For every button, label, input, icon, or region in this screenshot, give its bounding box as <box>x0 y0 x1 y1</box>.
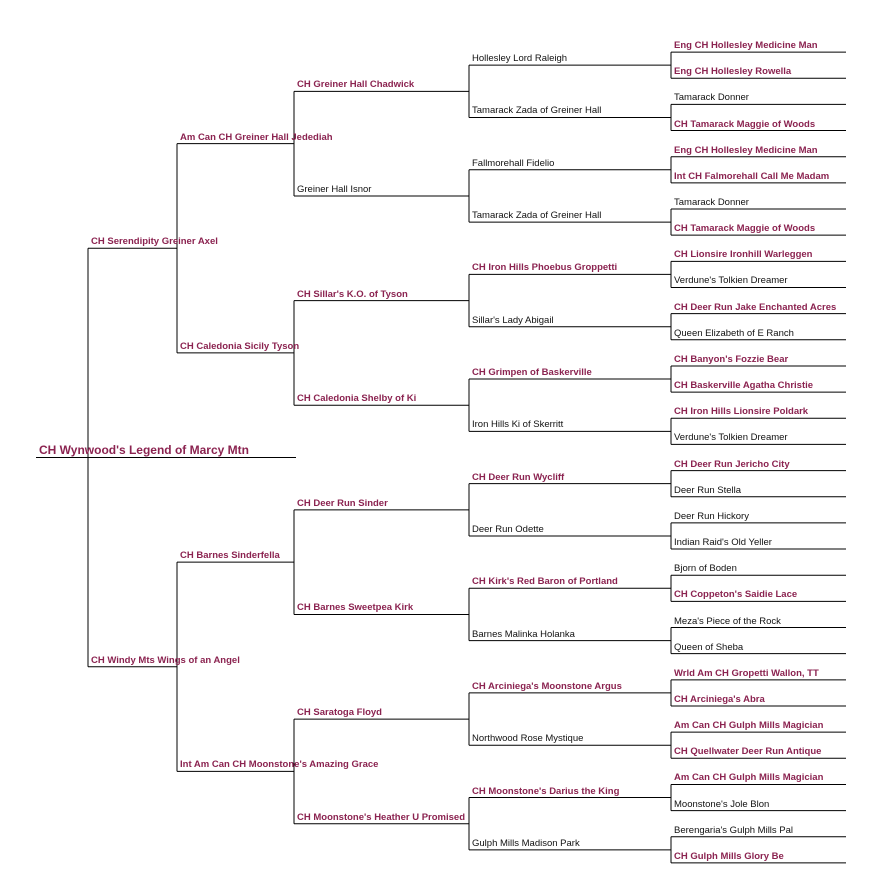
ancestor-name-gen4: CH Moonstone's Darius the King <box>472 785 620 797</box>
ancestor-name-gen3: CH Sillar's K.O. of Tyson <box>297 288 408 300</box>
ancestor-name-gen5: CH Quellwater Deer Run Antique <box>674 746 822 758</box>
ancestor-name-gen3: Greiner Hall Isnor <box>297 183 372 195</box>
ancestor-name-gen5: Queen of Sheba <box>674 641 744 653</box>
ancestor-name-gen4: Tamarack Zada of Greiner Hall <box>472 105 602 117</box>
ancestor-name-gen5: CH Gulph Mills Glory Be <box>674 850 784 862</box>
ancestor-name-gen5: CH Deer Run Jake Enchanted Acres <box>674 301 837 313</box>
ancestor-name-gen2: CH Barnes Sinderfella <box>180 550 280 562</box>
ancestor-name-gen5: CH Iron Hills Lionsire Poldark <box>674 406 809 418</box>
ancestor-name-gen3: CH Moonstone's Heather U Promised <box>297 811 466 823</box>
ancestor-name-gen4: CH Grimpen of Baskerville <box>472 367 592 379</box>
ancestor-name-gen4: CH Arciniega's Moonstone Argus <box>472 680 622 692</box>
ancestor-name-gen4: Tamarack Zada of Greiner Hall <box>472 210 602 222</box>
ancestor-name-gen5: CH Baskerville Agatha Christie <box>674 380 814 392</box>
ancestor-name-gen4: Iron Hills Ki of Skerritt <box>472 419 564 431</box>
ancestor-name-gen4: CH Deer Run Wycliff <box>472 471 565 483</box>
ancestor-name-gen3: CH Deer Run Sinder <box>297 497 388 509</box>
ancestor-name-gen1: CH Windy Mts Wings of an Angel <box>91 654 240 666</box>
ancestor-name-gen5: Eng CH Hollesley Rowella <box>674 66 792 78</box>
ancestor-name-gen2: Am Can CH Greiner Hall Jedediah <box>180 131 333 143</box>
ancestor-name-gen5: Eng CH Hollesley Medicine Man <box>674 144 818 156</box>
ancestor-name-gen5: Eng CH Hollesley Medicine Man <box>674 40 818 52</box>
ancestor-name-gen5: CH Tamarack Maggie of Woods <box>674 118 816 130</box>
ancestor-name-gen5: CH Arciniega's Abra <box>674 693 765 705</box>
ancestor-name-gen5: Deer Run Stella <box>674 484 742 496</box>
ancestor-name-gen5: Tamarack Donner <box>674 92 749 104</box>
ancestor-name-gen4: Hollesley Lord Raleigh <box>472 53 568 65</box>
ancestor-name-gen5: Am Can CH Gulph Mills Magician <box>674 720 824 732</box>
ancestor-name-gen4: Sillar's Lady Abigail <box>472 314 554 326</box>
ancestor-name-gen3: CH Saratoga Floyd <box>297 707 382 719</box>
ancestor-name-gen5: CH Tamarack Maggie of Woods <box>674 223 816 235</box>
ancestor-name-gen2: Int Am Can CH Moonstone's Amazing Grace <box>180 759 379 771</box>
ancestor-name-gen5: Tamarack Donner <box>674 197 749 209</box>
ancestor-name-gen3: CH Greiner Hall Chadwick <box>297 79 415 91</box>
ancestor-name-gen5: Moonstone's Jole Blon <box>674 798 770 810</box>
ancestor-name-gen5: Verdune's Tolkien Dreamer <box>674 275 788 287</box>
ancestor-name-gen5: Bjorn of Boden <box>674 563 737 575</box>
ancestor-name-gen5: Verdune's Tolkien Dreamer <box>674 432 788 444</box>
ancestor-name-gen2: CH Caledonia Sicily Tyson <box>180 340 300 352</box>
ancestor-name-gen5: Meza's Piece of the Rock <box>674 615 781 627</box>
ancestor-name-gen5: CH Banyon's Fozzie Bear <box>674 353 789 365</box>
ancestor-name-gen5: Wrld Am CH Gropetti Wallon, TT <box>674 667 819 679</box>
ancestor-name-gen1: CH Serendipity Greiner Axel <box>91 236 218 248</box>
ancestor-name-gen3: CH Barnes Sweetpea Kirk <box>297 602 414 614</box>
ancestor-name-gen3: CH Caledonia Shelby of Ki <box>297 393 417 405</box>
ancestor-name-gen4: CH Kirk's Red Baron of Portland <box>472 576 618 588</box>
ancestor-name-gen5: CH Lionsire Ironhill Warleggen <box>674 249 813 261</box>
ancestor-name-gen5: Deer Run Hickory <box>674 510 749 522</box>
ancestor-name-gen5: Am Can CH Gulph Mills Magician <box>674 772 824 784</box>
ancestor-name-gen5: Indian Raid's Old Yeller <box>674 537 772 549</box>
ancestor-name-gen4: Deer Run Odette <box>472 523 544 535</box>
ancestor-name-gen5: Berengaria's Gulph Mills Pal <box>674 824 794 836</box>
ancestor-name-gen4: CH Iron Hills Phoebus Groppetti <box>472 262 618 274</box>
ancestor-name-gen4: Barnes Malinka Holanka <box>472 628 575 640</box>
ancestor-name-gen5: CH Deer Run Jericho City <box>674 458 790 470</box>
ancestor-name-gen4: Gulph Mills Madison Park <box>472 837 580 849</box>
ancestor-name-gen5: Int CH Falmorehall Call Me Madam <box>674 170 830 182</box>
ancestor-name-gen5: CH Coppeton's Saidie Lace <box>674 589 798 601</box>
ancestor-name-gen5: Queen Elizabeth of E Ranch <box>674 327 794 339</box>
subject-dog-name: CH Wynwood's Legend of Marcy Mtn <box>39 442 249 457</box>
ancestor-name-gen4: Northwood Rose Mystique <box>472 733 584 745</box>
ancestor-name-gen4: Fallmorehall Fidelio <box>472 157 555 169</box>
